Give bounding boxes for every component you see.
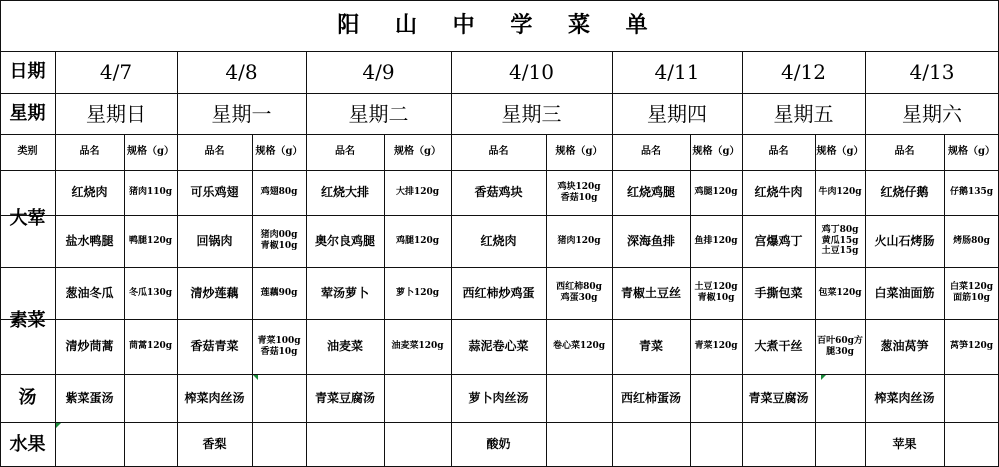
date-cell: 4/8 bbox=[225, 60, 258, 84]
dish-spec: 青菜120g bbox=[694, 341, 738, 352]
col-header-spec: 规格（g） bbox=[127, 146, 174, 157]
dish-spec: 青菜100g 香菇10g bbox=[257, 335, 301, 357]
dish-name: 荤汤萝卜 bbox=[320, 285, 369, 300]
dish-name: 可乐鸡翅 bbox=[190, 185, 239, 200]
soup-cell: 榨菜肉丝汤 bbox=[184, 390, 245, 405]
dish-name: 香菇青菜 bbox=[190, 339, 239, 354]
page-title: 阳 山 中 学 菜 单 bbox=[337, 12, 662, 39]
dish-name: 盐水鸭腿 bbox=[65, 233, 114, 248]
dish-spec: 莴笋120g bbox=[949, 341, 994, 352]
soup-cell: 西红柿蛋汤 bbox=[620, 390, 681, 405]
dish-spec: 西红柿80g 鸡蛋30g bbox=[556, 282, 602, 303]
dish-spec: 牛肉120g bbox=[818, 187, 862, 198]
col-header-spec: 规格（g） bbox=[555, 146, 603, 157]
dish-name: 青菜 bbox=[638, 339, 663, 354]
fruit-cell: 香梨 bbox=[202, 437, 227, 452]
weekday-cell: 星期三 bbox=[501, 101, 562, 126]
soup-cell: 青菜豆腐汤 bbox=[748, 390, 809, 405]
dish-spec: 百叶60g方 腿30g bbox=[817, 335, 863, 357]
col-header-spec: 规格（g） bbox=[394, 146, 441, 157]
dish-name: 清炒莲藕 bbox=[190, 285, 239, 300]
dish-spec: 莲藕90g bbox=[260, 287, 298, 298]
dish-name: 火山石烤肠 bbox=[874, 233, 935, 248]
fruit-cell bbox=[742, 422, 815, 467]
date-cell: 4/12 bbox=[781, 60, 826, 84]
dish-spec: 冬瓜130g bbox=[128, 287, 173, 298]
fruit-cell bbox=[612, 422, 690, 467]
row-label-soup: 汤 bbox=[18, 387, 37, 409]
weekday-cell: 星期六 bbox=[902, 101, 962, 126]
dish-spec: 白菜120g 面筋10g bbox=[949, 282, 994, 303]
col-header-spec: 规格（g） bbox=[948, 146, 995, 157]
soup-cell: 青菜豆腐汤 bbox=[314, 390, 375, 405]
dish-name: 宫爆鸡丁 bbox=[754, 233, 803, 248]
dish-spec: 鸡块120g 香菇10g bbox=[557, 181, 601, 203]
row-label-category: 类别 bbox=[17, 146, 38, 157]
cell-note-marker bbox=[821, 375, 826, 380]
date-cell: 4/10 bbox=[509, 60, 554, 84]
fruit-cell: 酸奶 bbox=[486, 437, 511, 452]
dish-name: 西红柿炒鸡蛋 bbox=[462, 285, 535, 300]
soup-cell: 紫菜蛋汤 bbox=[65, 390, 114, 405]
dish-name: 大煮干丝 bbox=[754, 339, 803, 354]
soup-cell: 萝卜肉丝汤 bbox=[468, 390, 529, 405]
dish-name: 红烧牛肉 bbox=[754, 185, 803, 200]
date-cell: 4/9 bbox=[362, 60, 395, 84]
dish-name: 白菜油面筋 bbox=[874, 285, 935, 300]
dish-spec: 鸭腿120g bbox=[128, 235, 173, 246]
weekday-cell: 星期二 bbox=[348, 101, 409, 126]
col-header-name: 品名 bbox=[641, 146, 661, 157]
dish-name: 奥尔良鸡腿 bbox=[314, 233, 375, 248]
dish-name: 手撕包菜 bbox=[754, 285, 803, 300]
date-cell: 4/11 bbox=[654, 60, 700, 84]
dish-spec: 大排120g bbox=[395, 187, 440, 198]
fruit-cell bbox=[55, 422, 124, 467]
dish-name: 香菇鸡块 bbox=[474, 185, 523, 200]
fruit-cell bbox=[306, 422, 384, 467]
weekday-cell: 星期日 bbox=[86, 101, 146, 126]
dish-spec: 土豆120g 青椒10g bbox=[694, 282, 738, 303]
dish-spec: 猪肉00g 青椒10g bbox=[260, 230, 298, 251]
dish-spec: 鱼排120g bbox=[694, 235, 738, 246]
weekday-cell: 星期四 bbox=[647, 101, 707, 126]
row-label-fruit: 水果 bbox=[9, 433, 46, 455]
dish-spec: 茼蒿120g bbox=[128, 341, 173, 352]
col-header-name: 品名 bbox=[488, 146, 509, 157]
fruit-cell: 苹果 bbox=[892, 437, 917, 452]
dish-name: 油麦菜 bbox=[326, 339, 363, 354]
col-header-name: 品名 bbox=[204, 146, 225, 157]
dish-spec: 猪肉120g bbox=[557, 235, 601, 246]
dish-name: 青椒土豆丝 bbox=[620, 285, 681, 300]
dish-spec: 萝卜120g bbox=[395, 287, 440, 298]
row-label-weekday: 星期 bbox=[9, 102, 46, 124]
dish-spec: 猪肉110g bbox=[128, 187, 173, 198]
dish-name: 清炒茼蒿 bbox=[65, 339, 114, 354]
dish-spec: 卷心菜120g bbox=[552, 341, 606, 352]
dish-spec: 鸡翅80g bbox=[260, 187, 298, 198]
dish-name: 红烧仔鹅 bbox=[880, 185, 929, 200]
col-header-spec: 规格（g） bbox=[255, 146, 303, 157]
dish-name: 深海鱼排 bbox=[626, 233, 675, 248]
col-header-name: 品名 bbox=[768, 146, 789, 157]
soup-cell: 榨菜肉丝汤 bbox=[874, 390, 935, 405]
dish-spec: 烤肠80g bbox=[953, 235, 990, 246]
col-header-name: 品名 bbox=[335, 146, 355, 157]
date-cell: 4/7 bbox=[99, 60, 133, 84]
row-label-veg: 素菜 bbox=[9, 309, 46, 331]
dish-name: 蒜泥卷心菜 bbox=[468, 339, 529, 354]
dish-spec: 包菜120g bbox=[818, 287, 862, 298]
weekday-cell: 星期一 bbox=[211, 101, 272, 126]
col-header-spec: 规格（g） bbox=[816, 146, 864, 157]
dish-spec: 鸡丁80g 黄瓜15g 土豆15g bbox=[821, 224, 859, 257]
dish-spec: 油麦菜120g bbox=[391, 341, 444, 352]
col-header-name: 品名 bbox=[79, 146, 100, 157]
dish-name: 红烧鸡腿 bbox=[626, 185, 675, 200]
date-cell: 4/13 bbox=[909, 60, 955, 84]
dish-name: 葱油莴笋 bbox=[880, 339, 929, 354]
dish-name: 红烧肉 bbox=[71, 185, 108, 200]
cell-note-marker bbox=[253, 375, 258, 380]
dish-name: 回锅肉 bbox=[196, 233, 233, 248]
dish-spec: 仔鹅135g bbox=[949, 187, 994, 198]
dish-spec: 鸡腿120g bbox=[395, 235, 440, 246]
row-label-meat: 大荤 bbox=[9, 207, 46, 229]
row-label-date: 日期 bbox=[9, 61, 46, 83]
weekday-cell: 星期五 bbox=[773, 101, 834, 126]
col-header-name: 品名 bbox=[894, 146, 915, 157]
cell-note-marker bbox=[56, 423, 61, 428]
dish-name: 红烧大排 bbox=[320, 185, 369, 200]
dish-spec: 鸡腿120g bbox=[694, 187, 738, 198]
dish-name: 葱油冬瓜 bbox=[65, 285, 114, 300]
dish-name: 红烧肉 bbox=[480, 233, 517, 248]
col-header-spec: 规格（g） bbox=[692, 146, 740, 157]
